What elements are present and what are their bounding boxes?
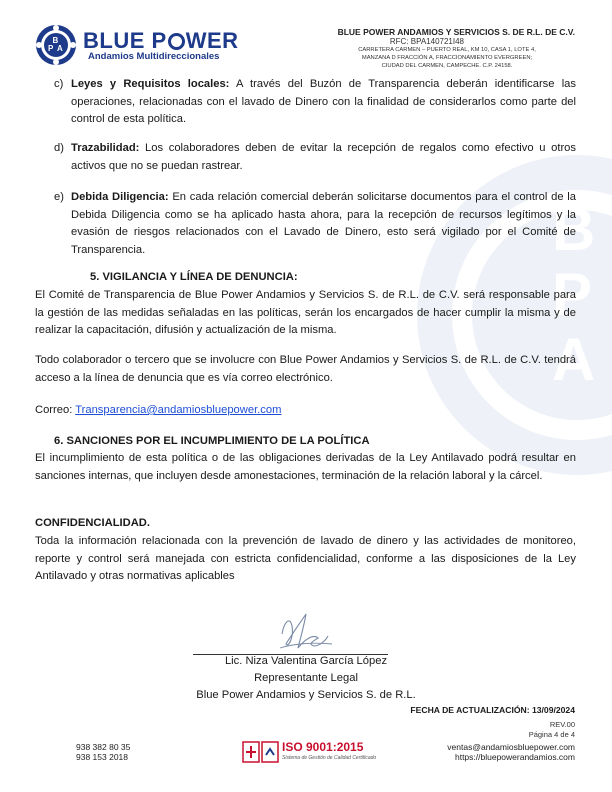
iso-logo-icon: [242, 741, 280, 763]
logo-name-part2: WER: [185, 28, 239, 53]
company-rfc: RFC: BPA140721I48: [389, 37, 464, 46]
logo-letter-b: B: [52, 36, 59, 45]
confidentiality-paragraph: Toda la información relacionada con la prevención de lavado de dinero y las actividades de monitoreo, reporte y control será manejada con estricta confidencialidad, conforme a las disposiciones de la Ley Antilavado y otras normativas aplicables: [35, 535, 576, 582]
logo-subtitle: Andamios Multidireccionales: [88, 51, 220, 62]
iso-title: ISO 9001:2015: [282, 740, 364, 754]
address-line: CARRETERA CARMEN – PUERTO REAL, KM 10, CASA 1, LOTE 4,: [358, 47, 536, 53]
item-marker: d): [54, 142, 64, 154]
phone-number: 938 153 2018: [76, 751, 128, 762]
section-5-paragraph-1: El Comité de Transparencia de Blue Power Andamios y Servicios S. de R.L. de C.V. será responsable para la gestión de las medidas señaladas en las políticas, serán los encargados de hacer cumplir la misma y de realizar la capacitación, difusión y actualización de la misma.: [35, 289, 576, 336]
item-marker: e): [54, 191, 64, 203]
footer-website-link[interactable]: https://bluepowerandamios.com: [454, 752, 575, 762]
section-6-title: 6. SANCIONES POR EL INCUMPLIMIENTO DE LA POLÍTICA: [54, 435, 370, 447]
update-date: FECHA DE ACTUALIZACIÓN: 13/09/2024: [410, 705, 575, 715]
policy-item-d: [54, 140, 576, 175]
watermark-letter-p: P: [552, 261, 593, 328]
watermark-letter-b: B: [552, 196, 596, 263]
footer-phones: [76, 743, 130, 762]
signer-company: Blue Power Andamios y Servicios S. de R.L.: [196, 689, 416, 701]
logo-letter-a: A: [57, 44, 63, 53]
footer-email-link[interactable]: ventas@andamiosbluepower.com: [447, 742, 575, 752]
signer-role: Representante Legal: [254, 672, 358, 684]
item-label: Debida Diligencia:: [71, 191, 169, 203]
section-6-paragraph: El incumplimiento de esta política o de las obligaciones derivadas de la Ley Antilavado podrá resultar en sanciones internas, que incluyen desde amonestaciones, terminación de la relación laboral y la cárcel.: [35, 452, 576, 482]
phone-number: 938 382 80 35: [76, 742, 131, 752]
section-5-title: 5. VIGILANCIA Y LÍNEA DE DENUNCIA:: [90, 271, 298, 283]
logo-name-part1: BLUE P: [83, 28, 167, 53]
item-text: Los colaboradores deben de evitar la recepción de regalos como efectivo u otros activos que no se puedan rastrear.: [71, 142, 576, 172]
policy-item-e: [54, 189, 576, 259]
company-name: BLUE POWER ANDAMIOS Y SERVICIOS S. DE R.L. DE C.V.: [337, 27, 575, 37]
company-address: [322, 46, 572, 71]
address-line: CIUDAD DEL CARMEN, CAMPECHE. C.P. 24158.: [381, 63, 513, 70]
address-line: MANZANA D FRACCIÓN A, FRACCIONAMIENTO EVERGREEN;: [361, 55, 533, 62]
item-label: Trazabilidad:: [71, 142, 140, 154]
signer-name: Lic. Niza Valentina García López: [224, 655, 388, 667]
item-text: A través del Buzón de Transparencia deberán identificarse las operaciones, relacionadas con el lavado de Dinero con la finalidad de considerarlos como parte del control de esta política.: [71, 78, 576, 125]
item-marker: c): [54, 78, 64, 90]
logo-gear-icon: [168, 33, 185, 50]
page-number: Página 4 de 4: [528, 730, 575, 739]
section-5-paragraph-2: Todo colaborador o tercero que se involucre con Blue Power Andamios y Servicios S. de R.L. de C.V. tendrá acceso a la línea de denuncia que es vía correo electrónico.: [35, 354, 576, 384]
confidentiality-title: CONFIDENCIALIDAD.: [35, 517, 150, 529]
logo-letter-p: P: [48, 44, 54, 53]
iso-certification-badge: [242, 739, 377, 765]
handwritten-signature-icon: [262, 604, 342, 656]
footer-contact: [447, 742, 575, 762]
policy-item-c: [54, 76, 576, 129]
revision: REV.00: [549, 720, 575, 729]
company-logo-icon: [35, 24, 77, 66]
email-label: Correo:: [35, 404, 76, 416]
item-label: Leyes y Requisitos locales:: [71, 78, 230, 90]
complaint-email-line: [35, 402, 576, 420]
complaint-email-link[interactable]: Transparencia@andamiosbluepower.com: [75, 404, 282, 416]
item-text: En cada relación comercial deberán solicitarse documentos para el control de la Debida Diligencia como se ha aplicado hasta ahora, para la recepción de recursos legítimos y la evasión de riesgos relacionados con el Lavado de Dinero, esto será vigilado por el Comité de Transparencia.: [71, 191, 576, 256]
iso-subtitle: Sistema de Gestión de Calidad Certificado: [282, 755, 377, 761]
watermark-letter-a: A: [552, 326, 596, 393]
